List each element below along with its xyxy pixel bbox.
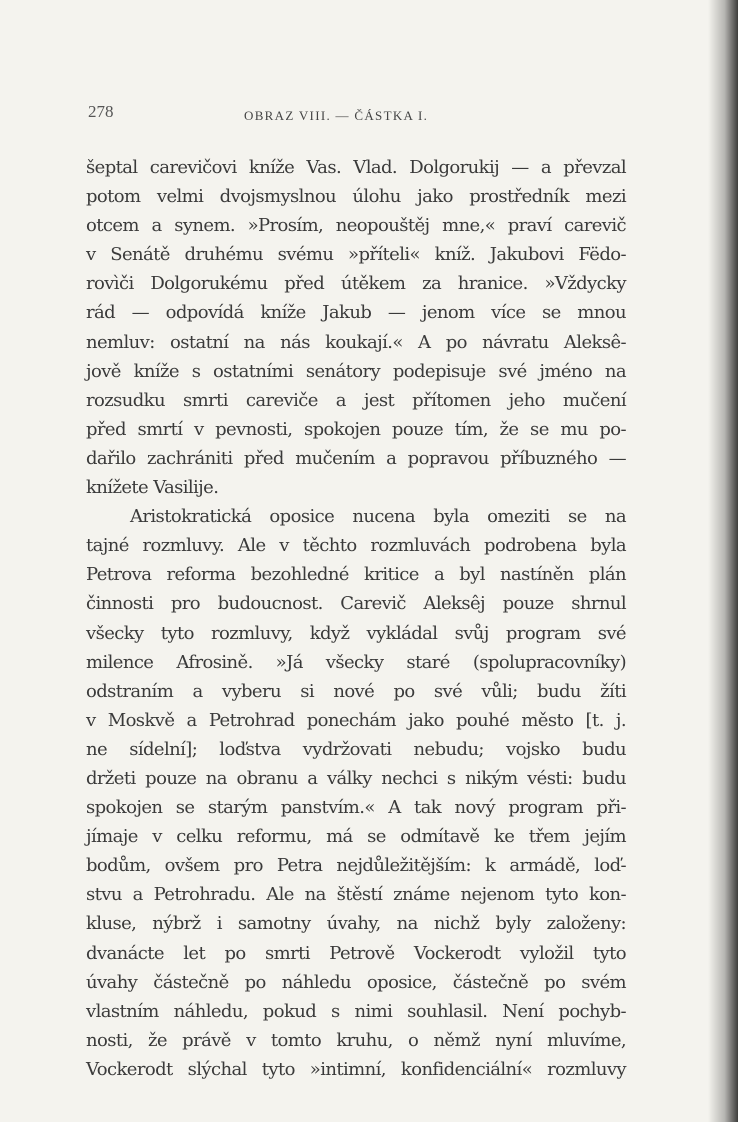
text-line: rád — odpovídá kníže Jakub — jenom více se mnou xyxy=(86,302,626,324)
text-line: rozsudku smrti careviče a jest přítomen jeho mučení xyxy=(86,389,626,411)
text-line: otcem a synem. »Prosím, neopouštěj mne,« praví carevič xyxy=(86,215,626,237)
text-line: rovìči Dolgorukému před útěkem za hranice. »Vždycky xyxy=(86,273,626,295)
text-line: všecky tyto rozmluvy, když vykládal svůj program své xyxy=(86,622,626,644)
text-line: tajné rozmluvy. Ale v těchto rozmluvách podrobena byla xyxy=(86,535,626,557)
text-line: jově kníže s ostatními senátory podepisuje své jméno na xyxy=(86,360,626,382)
text-line: Vockerodt slýchal tyto »intimní, konfidenciální« rozmluvy xyxy=(86,1058,626,1080)
text-line: nemluv: ostatní na nás koukají.« A po návratu Aleksê- xyxy=(86,331,626,353)
text-line: dvanácte let po smrti Petrově Vockerodt vyložil tyto xyxy=(86,942,626,964)
text-line: vlastním náhledu, pokud s nimi souhlasil. Není pochyb- xyxy=(86,1000,626,1022)
text-line: kluse, nýbrž i samotny úvahy, na nichž byly založeny: xyxy=(86,913,626,935)
text-line: činnosti pro budoucnost. Carevič Aleksêj pouze shrnul xyxy=(86,593,626,615)
text-line: jímaje v celku reformu, má se odmítavě ke třem jejím xyxy=(86,826,626,848)
running-head: OBRAZ VIII. — ČÁSTKA I. xyxy=(244,108,429,123)
text-line: bodům, ovšem pro Petra nejdůležitějším: k armádě, loď- xyxy=(86,855,626,877)
text-line: držeti pouze na obranu a války nechci s nikým vésti: budu xyxy=(86,767,626,789)
text-line: šeptal carevičovi kníže Vas. Vlad. Dolgorukij — a převzal xyxy=(86,157,626,178)
text-line: před smrtí v pevnosti, spokojen pouze tím, že se mu po- xyxy=(86,418,626,440)
text-line: ne sídelní]; loďstva vydržovati nebudu; vojsko budu xyxy=(86,738,626,760)
page-edge-shadow xyxy=(708,0,738,1122)
text-line: Petrova reforma bezohledné kritice a byl nastíněn plán xyxy=(86,564,626,586)
text-line: stvu a Petrohradu. Ale na štěstí známe nejenom tyto kon- xyxy=(86,884,626,906)
body-text xyxy=(86,153,626,1084)
text-line: nosti, že právě v tomto kruhu, o němž nyní mluvíme, xyxy=(86,1029,626,1051)
text-line: úvahy částečně po náhledu oposice, částečně po svém xyxy=(86,971,626,993)
text-line: knížete Vasilije. xyxy=(86,477,219,499)
text-line: potom velmi dvojsmyslnou úlohu jako prostředník mezi xyxy=(86,186,626,208)
text-line: odstraním a vyberu si nové po své vůli; budu žíti xyxy=(86,680,626,702)
text-line: Aristokratická oposice nucena byla omeziti se na xyxy=(130,506,626,528)
text-line: v Senátě druhému svému »příteli« kníž. Jakubovi Fëdo- xyxy=(86,244,626,266)
text-line: spokojen se starým panstvím.« A tak nový program při- xyxy=(86,797,626,819)
text-line: v Moskvě a Petrohrad ponechám jako pouhé město [t. j. xyxy=(86,709,626,731)
text-line: milence Afrosině. »Já všecky staré (spolupracovníky) xyxy=(86,651,626,673)
text-line: dařilo zachrániti před mučením a popravou příbuzného — xyxy=(86,447,626,469)
page-header xyxy=(88,102,628,126)
page-number: 278 xyxy=(88,102,114,121)
